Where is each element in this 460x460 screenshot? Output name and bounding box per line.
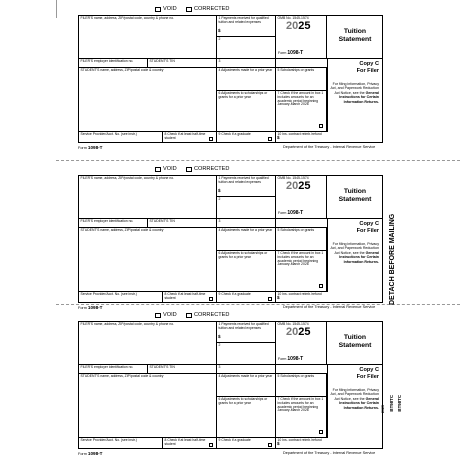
- info-normal: For filing information, Privacy Act, and Paperwork Reduction Act Notice, see the: [330, 242, 379, 255]
- form-code-label: BT98TC: [389, 395, 394, 412]
- dollar-sign: $: [277, 441, 280, 446]
- box3-blank: [276, 59, 327, 68]
- footer-dept: Department of the Treasury - Internal Revenue Service: [283, 451, 376, 455]
- footer-dept: Department of the Treasury - Internal Revenue Service: [283, 145, 376, 149]
- box4-label: 4 Adjustments made for a prior year: [218, 374, 273, 378]
- box4-label: 4 Adjustments made for a prior year: [218, 68, 273, 72]
- box5-field[interactable]: [276, 374, 327, 397]
- info-text: [327, 82, 379, 104]
- box7-checkbox[interactable]: [319, 430, 323, 434]
- footer-form-no: 1098-T: [87, 451, 103, 456]
- form-no: 1098-T: [287, 210, 304, 216]
- student-tin-field[interactable]: [148, 59, 217, 68]
- box6-label: 6 Adjustments to scholarships or grants for a prior year: [218, 91, 268, 99]
- void-corrected-row: [78, 166, 383, 174]
- copy-label: [357, 367, 379, 380]
- filer-name-field[interactable]: [79, 176, 217, 219]
- box9-checkbox[interactable]: [268, 297, 272, 301]
- info-text: [327, 388, 379, 410]
- box7-label: 7 Check if the amount in box 1 includes amounts for an academic period beginning January-March 2026: [277, 397, 324, 413]
- info-text: [327, 242, 379, 264]
- box2-field[interactable]: [217, 37, 276, 59]
- form-footer: [78, 451, 383, 456]
- service-acct-field[interactable]: [79, 438, 163, 449]
- copy-block: [327, 365, 382, 438]
- filer-name-label: FILER'S name, address, ZIP/postal code, country & phone no.: [80, 322, 175, 326]
- omb-year-block: [276, 176, 327, 219]
- footer-form-word: Form: [78, 306, 87, 310]
- student-name-field[interactable]: [79, 228, 217, 292]
- student-tin-label: STUDENT'S TIN: [149, 365, 175, 369]
- year-prefix: 20: [286, 20, 299, 32]
- box4-field[interactable]: [217, 228, 276, 251]
- form-word: Form: [278, 357, 287, 361]
- box1-field[interactable]: [217, 322, 276, 343]
- copy-name: Copy C: [359, 367, 379, 373]
- form-title: Tuition Statement: [338, 28, 372, 43]
- omb-number: OMB No. 1545-1574: [277, 16, 309, 20]
- dollar-sign: $: [277, 295, 280, 300]
- box2-field[interactable]: [217, 197, 276, 219]
- copy-label: [357, 61, 379, 74]
- box8-label: 8 Check if at least half-time student: [164, 438, 206, 446]
- info-bold: General Instructions for Certain Information Returns.: [339, 90, 379, 104]
- box2-label: 2: [218, 197, 221, 201]
- form-grid: [78, 321, 383, 449]
- box7-field[interactable]: [276, 251, 327, 292]
- student-tin-label: STUDENT'S TIN: [149, 219, 175, 223]
- copy-for: For Filer: [356, 373, 379, 380]
- info-normal: For filing information, Privacy Act, and Paperwork Reduction Act Notice, see the: [330, 82, 379, 95]
- void-corrected-row: [78, 312, 383, 320]
- omb-year-block: [276, 322, 327, 365]
- form-title: Tuition Statement: [338, 334, 372, 349]
- box2-field[interactable]: [217, 343, 276, 365]
- box3-label: 3: [218, 59, 221, 63]
- omb-number: OMB No. 1545-1574: [277, 176, 309, 180]
- title-block: [327, 322, 382, 365]
- form-code-label: BT98TC: [397, 395, 402, 412]
- box7-field[interactable]: [276, 397, 327, 438]
- box6-field[interactable]: [217, 397, 276, 438]
- form-number: [278, 212, 303, 216]
- form-no: 1098-T: [287, 50, 304, 56]
- tax-year: [286, 326, 311, 338]
- box3-field[interactable]: [217, 59, 276, 68]
- student-name-label: STUDENT'S name, address, ZIP/postal code & country: [80, 374, 164, 378]
- dollar-sign: $: [218, 334, 221, 339]
- dollar-sign: $: [218, 28, 221, 33]
- box5-field[interactable]: [276, 228, 327, 251]
- copy-for: For Filer: [356, 227, 379, 234]
- copy-name: Copy C: [359, 61, 379, 67]
- box1-field[interactable]: [217, 176, 276, 197]
- box8-label: 8 Check if at least half-time student: [164, 132, 206, 140]
- void-checkbox[interactable]: [155, 7, 161, 12]
- box10-field[interactable]: [276, 132, 382, 143]
- box8-field[interactable]: [163, 438, 217, 449]
- service-acct-field[interactable]: [79, 292, 163, 303]
- copy-block: [327, 219, 382, 292]
- info-bold: General Instructions for Certain Information Returns.: [339, 250, 379, 264]
- box8-checkbox[interactable]: [209, 137, 213, 141]
- form-grid: [78, 15, 383, 143]
- box9-label: 9 Check if a graduate: [218, 132, 251, 136]
- box2-label: 2: [218, 37, 221, 41]
- copy-label: [357, 221, 379, 234]
- form-footer: [78, 305, 383, 310]
- box3-blank: [276, 219, 327, 228]
- dollar-sign: $: [277, 135, 280, 140]
- filer-ein-field[interactable]: [79, 59, 148, 68]
- box8-field[interactable]: [163, 292, 217, 303]
- box9-checkbox[interactable]: [268, 137, 272, 141]
- title-block: [327, 16, 382, 59]
- box1-field[interactable]: [217, 16, 276, 37]
- box7-label: 7 Check if the amount in box 1 includes amounts for an academic period beginning January-March 2026: [277, 251, 324, 267]
- void-checkbox[interactable]: [155, 167, 161, 172]
- copy-for: For Filer: [356, 67, 379, 74]
- footer-dept: Department of the Treasury - Internal Revenue Service: [283, 305, 376, 309]
- box5-label: 5 Scholarships or grants: [277, 68, 315, 72]
- box10-label: 10 Ins. contract reimb./refund: [277, 438, 322, 442]
- year-prefix: 20: [286, 326, 299, 338]
- box6-field[interactable]: [217, 251, 276, 292]
- box7-field[interactable]: [276, 91, 327, 132]
- service-acct-label: Service Provider/Acct. No. (see instr.): [80, 292, 137, 296]
- footer-form-no: 1098-T: [87, 145, 103, 150]
- form-number: [278, 52, 303, 56]
- box6-label: 6 Adjustments to scholarships or grants for a prior year: [218, 251, 268, 259]
- box5-label: 5 Scholarships or grants: [277, 374, 315, 378]
- year-suffix: 25: [298, 180, 311, 192]
- box9-field[interactable]: [217, 292, 276, 303]
- copy-block: [327, 59, 382, 132]
- tax-year: [286, 180, 311, 192]
- void-label: VOID: [163, 312, 177, 318]
- perforation-line: [56, 160, 460, 161]
- box9-checkbox[interactable]: [268, 443, 272, 447]
- info-normal: For filing information, Privacy Act, and Paperwork Reduction Act Notice, see the: [330, 388, 379, 401]
- box8-label: 8 Check if at least half-time student: [164, 292, 206, 300]
- box3-field[interactable]: [217, 219, 276, 228]
- service-acct-label: Service Provider/Acct. No. (see instr.): [80, 132, 137, 136]
- box4-field[interactable]: [217, 68, 276, 91]
- year-suffix: 25: [298, 326, 311, 338]
- box10-label: 10 Ins. contract reimb./refund: [277, 292, 322, 296]
- box9-label: 9 Check if a graduate: [218, 292, 251, 296]
- box10-field[interactable]: [276, 438, 382, 449]
- box3-blank: [276, 365, 327, 374]
- box7-checkbox[interactable]: [319, 124, 323, 128]
- footer-form-word: Form: [78, 146, 87, 150]
- filer-name-field[interactable]: [79, 322, 217, 365]
- box7-label: 7 Check if the amount in box 1 includes amounts for an academic period beginning January-March 2026: [277, 91, 324, 107]
- form-no: 1098-T: [287, 356, 304, 362]
- box1-label: 1 Payments received for qualified tuition and related expenses: [218, 322, 269, 330]
- box6-label: 6 Adjustments to scholarships or grants for a prior year: [218, 397, 268, 405]
- title-block: [327, 176, 382, 219]
- filer-ein-label: FILER'S employer identification no.: [80, 365, 134, 369]
- box9-field[interactable]: [217, 438, 276, 449]
- box2-label: 2: [218, 343, 221, 347]
- service-acct-field[interactable]: [79, 132, 163, 143]
- box10-field[interactable]: [276, 292, 382, 303]
- copy-name: Copy C: [359, 221, 379, 227]
- filer-ein-field[interactable]: [79, 219, 148, 228]
- box6-field[interactable]: [217, 91, 276, 132]
- detach-label: DETACH BEFORE MAILING: [389, 213, 396, 305]
- footer-form-no: 1098-T: [87, 305, 103, 310]
- box9-field[interactable]: [217, 132, 276, 143]
- footer-form-word: Form: [78, 452, 87, 456]
- box3-field[interactable]: [217, 365, 276, 374]
- corrected-label: CORRECTED: [194, 6, 230, 12]
- box8-checkbox[interactable]: [209, 297, 213, 301]
- info-bold: General Instructions for Certain Information Returns.: [339, 396, 379, 410]
- form-word: Form: [278, 51, 287, 55]
- box9-label: 9 Check if a graduate: [218, 438, 251, 442]
- student-name-field[interactable]: [79, 374, 217, 438]
- box10-label: 10 Ins. contract reimb./refund: [277, 132, 322, 136]
- corrected-checkbox[interactable]: [186, 167, 192, 172]
- dollar-sign: $: [218, 188, 221, 193]
- filer-ein-label: FILER'S employer identification no.: [80, 219, 134, 223]
- void-label: VOID: [163, 6, 177, 12]
- box8-checkbox[interactable]: [209, 443, 213, 447]
- form-word: Form: [278, 211, 287, 215]
- corrected-checkbox[interactable]: [186, 313, 192, 318]
- student-tin-field[interactable]: [148, 219, 217, 228]
- form-year-label: 2025: [381, 405, 385, 413]
- box8-field[interactable]: [163, 132, 217, 143]
- box1-label: 1 Payments received for qualified tuition and related expenses: [218, 176, 269, 184]
- box4-field[interactable]: [217, 374, 276, 397]
- box3-label: 3: [218, 219, 221, 223]
- form-grid: [78, 175, 383, 303]
- tax-year: [286, 20, 311, 32]
- filer-ein-field[interactable]: [79, 365, 148, 374]
- box5-field[interactable]: [276, 68, 327, 91]
- omb-number: OMB No. 1545-1574: [277, 322, 309, 326]
- student-name-label: STUDENT'S name, address, ZIP/postal code & country: [80, 228, 164, 232]
- year-suffix: 25: [298, 20, 311, 32]
- service-acct-label: Service Provider/Acct. No. (see instr.): [80, 438, 137, 442]
- void-corrected-row: [78, 6, 383, 14]
- filer-name-label: FILER'S name, address, ZIP/postal code, country & phone no.: [80, 16, 175, 20]
- form-footer: [78, 145, 383, 150]
- box3-label: 3: [218, 365, 221, 369]
- box5-label: 5 Scholarships or grants: [277, 228, 315, 232]
- student-tin-field[interactable]: [148, 365, 217, 374]
- filer-name-label: FILER'S name, address, ZIP/postal code, country & phone no.: [80, 176, 175, 180]
- year-prefix: 20: [286, 180, 299, 192]
- student-tin-label: STUDENT'S TIN: [149, 59, 175, 63]
- omb-year-block: [276, 16, 327, 59]
- box7-checkbox[interactable]: [319, 284, 323, 288]
- void-label: VOID: [163, 166, 177, 172]
- form-number: [278, 358, 303, 362]
- student-name-field[interactable]: [79, 68, 217, 132]
- corrected-checkbox[interactable]: [186, 7, 192, 12]
- box4-label: 4 Adjustments made for a prior year: [218, 228, 273, 232]
- corrected-label: CORRECTED: [194, 312, 230, 318]
- void-checkbox[interactable]: [155, 313, 161, 318]
- form-title: Tuition Statement: [338, 188, 372, 203]
- box1-label: 1 Payments received for qualified tuition and related expenses: [218, 16, 269, 24]
- corrected-label: CORRECTED: [194, 166, 230, 172]
- filer-name-field[interactable]: [79, 16, 217, 59]
- student-name-label: STUDENT'S name, address, ZIP/postal code & country: [80, 68, 164, 72]
- filer-ein-label: FILER'S employer identification no.: [80, 59, 134, 63]
